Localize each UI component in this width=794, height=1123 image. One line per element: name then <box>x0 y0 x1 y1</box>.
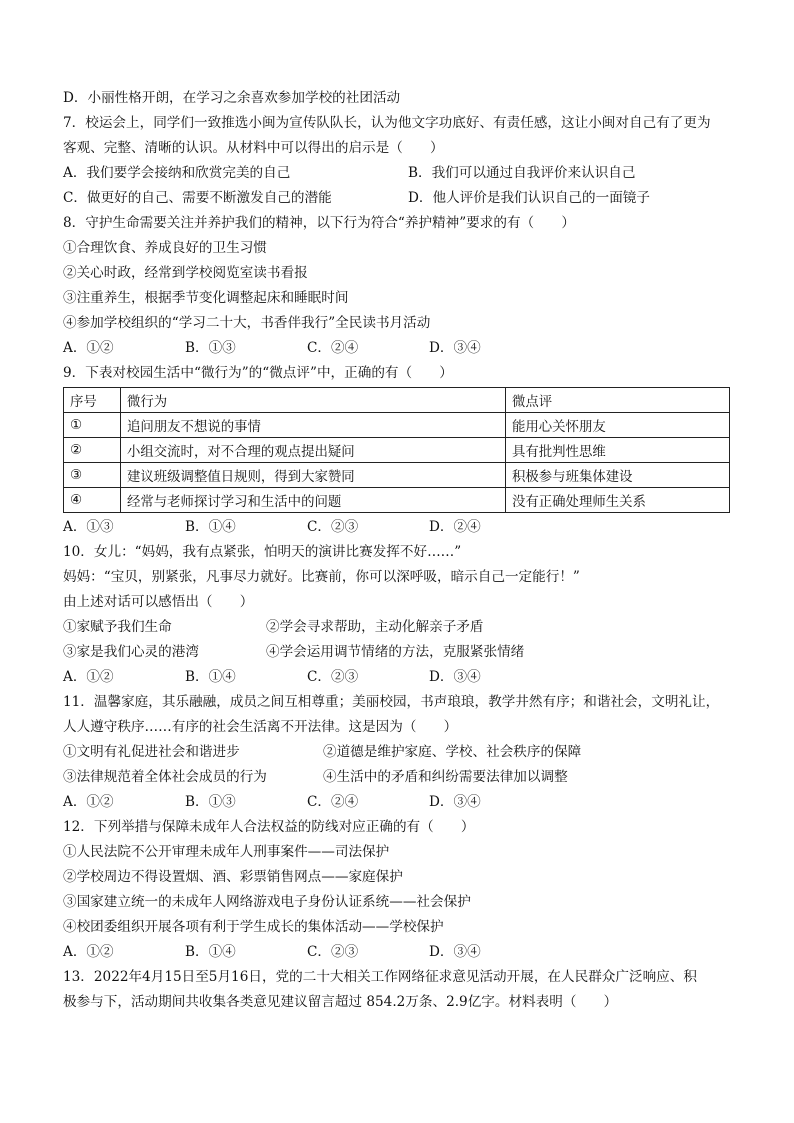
q8-item-4: ④参加学校组织的“学习二十大，书香伴我行”全民读书月活动 <box>63 315 431 331</box>
q11-option-a: A．①② <box>63 794 114 810</box>
q10-options <box>63 665 743 690</box>
q9-option-d: D．②④ <box>429 519 481 535</box>
q9-cell-behavior: 小组交流时，对不合理的观点提出疑问 <box>121 438 506 463</box>
q9-header-behavior: 微行为 <box>121 388 506 413</box>
q10-item-3: ③家是我们心灵的港湾 <box>63 644 199 660</box>
q13-stem-line1: 13．2022年4月15日至5月16日，党的二十大相关工作网络征求意见活动开展，在人民群众广泛响应、积 <box>63 969 697 985</box>
q10-option-c: C．②③ <box>307 669 359 685</box>
q11-options <box>63 790 743 815</box>
q12-option-c: C．②③ <box>307 944 359 960</box>
q12-item-1: ①人民法院不公开审理未成年人刑事案件——司法保护 <box>63 844 390 860</box>
q9-cell-number: ② <box>64 438 121 463</box>
q8-option-c: C．②④ <box>307 340 359 356</box>
q9-cell-number: ④ <box>64 488 121 513</box>
q10-line1: 10．女儿：“妈妈，我有点紧张，怕明天的演讲比赛发挥不好……” <box>63 544 462 560</box>
table-row <box>64 463 730 488</box>
q9-cell-behavior: 建议班级调整值日规则，得到大家赞同 <box>121 463 506 488</box>
q12-item-2: ②学校周边不得设置烟、酒、彩票销售网点——家庭保护 <box>63 869 403 885</box>
q12-stem: 12．下列举措与保障未成年人合法权益的防线对应正确的有（ ） <box>63 819 475 835</box>
q11-option-c: C．②④ <box>307 794 359 810</box>
q9-cell-comment: 具有批判性思维 <box>506 438 730 463</box>
q12-option-d: D．③④ <box>429 944 481 960</box>
q8-item-2: ②关心时政，经常到学校阅览室读书看报 <box>63 265 308 281</box>
q7-option-b: B．我们可以通过自我评价来认识自己 <box>408 165 636 181</box>
q13-stem-line2: 极参与下，活动期间共收集各类意见建议留言超过 854.2万条、2.9亿字。材料表明（ ） <box>63 994 618 1010</box>
q8-item-3: ③注重养生，根据季节变化调整起床和睡眠时间 <box>63 290 349 306</box>
q9-options <box>63 515 743 540</box>
q7-options-row1 <box>63 161 743 186</box>
q9-cell-number: ③ <box>64 463 121 488</box>
q8-item-1: ①合理饮食、养成良好的卫生习惯 <box>63 240 267 256</box>
q9-cell-number: ① <box>64 413 121 438</box>
q10-option-b: B．①④ <box>185 669 236 685</box>
q12-item-4: ④校团委组织开展各项有利于学生成长的集体活动——学校保护 <box>63 919 444 935</box>
q11-items-row2 <box>63 765 743 790</box>
q7-option-d: D．他人评价是我们认识自己的一面镜子 <box>408 190 650 206</box>
q10-option-a: A．①② <box>63 669 114 685</box>
q9-header-comment: 微点评 <box>506 388 730 413</box>
q8-stem: 8．守护生命需要关注并养护我们的精神，以下行为符合“养护精神”要求的有（ ） <box>63 215 575 231</box>
table-row <box>64 413 730 438</box>
q10-item-4: ④学会运用调节情绪的方法，克服紧张情绪 <box>266 644 525 660</box>
q7-option-a: A．我们要学会接纳和欣赏完美的自己 <box>63 165 291 181</box>
q11-item-2: ②道德是维护家庭、学校、社会秩序的保障 <box>323 744 582 760</box>
q10-option-d: D．③④ <box>429 669 481 685</box>
q11-item-4: ④生活中的矛盾和纠纷需要法律加以调整 <box>323 769 568 785</box>
q12-item-3: ③国家建立统一的未成年人网络游戏电子身份认证系统——社会保护 <box>63 894 471 910</box>
exam-page <box>63 86 743 1015</box>
q9-option-b: B．①④ <box>185 519 236 535</box>
q9-cell-behavior: 追问朋友不想说的事情 <box>121 413 506 438</box>
q8-options <box>63 336 743 361</box>
q11-stem-line1: 11．温馨家庭，其乐融融，成员之间互相尊重；美丽校园，书声琅琅，教学井然有序；和谐社会，文明礼让， <box>63 694 720 710</box>
table-row <box>64 488 730 513</box>
q10-item-1: ①家赋予我们生命 <box>63 619 172 635</box>
q9-option-c: C．②③ <box>307 519 359 535</box>
q10-items-row2 <box>63 640 743 665</box>
q9-header-number: 序号 <box>64 388 121 413</box>
q9-option-a: A．①③ <box>63 519 114 535</box>
q11-stem-line2: 人人遵守秩序……有序的社会生活离不开法律。这是因为（ ） <box>63 719 458 735</box>
q8-option-a: A．①② <box>63 340 114 356</box>
q7-stem-line2: 客观、完整、清晰的认识。从材料中可以得出的启示是（ ） <box>63 140 444 156</box>
q8-option-b: B．①③ <box>185 340 236 356</box>
q12-option-b: B．①④ <box>185 944 236 960</box>
q9-table-header <box>64 388 730 413</box>
q7-option-c: C．做更好的自己、需要不断激发自己的潜能 <box>63 190 332 206</box>
q9-cell-comment: 能用心关怀朋友 <box>506 413 730 438</box>
q11-item-1: ①文明有礼促进社会和谐进步 <box>63 744 240 760</box>
q6-option-d: D．小丽性格开朗，在学习之余喜欢参加学校的社团活动 <box>63 90 401 106</box>
q11-items-row1 <box>63 740 743 765</box>
q7-options-row2 <box>63 186 743 211</box>
q12-options <box>63 940 743 965</box>
q10-item-2: ②学会寻求帮助，主动化解亲子矛盾 <box>266 619 484 635</box>
table-row <box>64 438 730 463</box>
q10-items-row1 <box>63 615 743 640</box>
q9-cell-comment: 没有正确处理师生关系 <box>506 488 730 513</box>
q10-line2: 妈妈：“宝贝，别紧张，凡事尽力就好。比赛前，你可以深呼吸，暗示自己一定能行！” <box>63 569 580 585</box>
q7-stem-line1: 7．校运会上，同学们一致推选小闽为宣传队队长，认为他文字功底好、有责任感，这让小闽对自己有了更为 <box>63 115 711 131</box>
q10-line3: 由上述对话可以感悟出（ ） <box>63 594 254 610</box>
q9-cell-comment: 积极参与班集体建设 <box>506 463 730 488</box>
q9-stem: 9．下表对校园生活中“微行为”的“微点评”中，正确的有（ ） <box>63 365 453 381</box>
q12-option-a: A．①② <box>63 944 114 960</box>
q11-option-d: D．③④ <box>429 794 481 810</box>
q11-option-b: B．①③ <box>185 794 236 810</box>
q9-cell-behavior: 经常与老师探讨学习和生活中的问题 <box>121 488 506 513</box>
q9-table <box>63 387 730 513</box>
q11-item-3: ③法律规范着全体社会成员的行为 <box>63 769 267 785</box>
q8-option-d: D．③④ <box>429 340 481 356</box>
